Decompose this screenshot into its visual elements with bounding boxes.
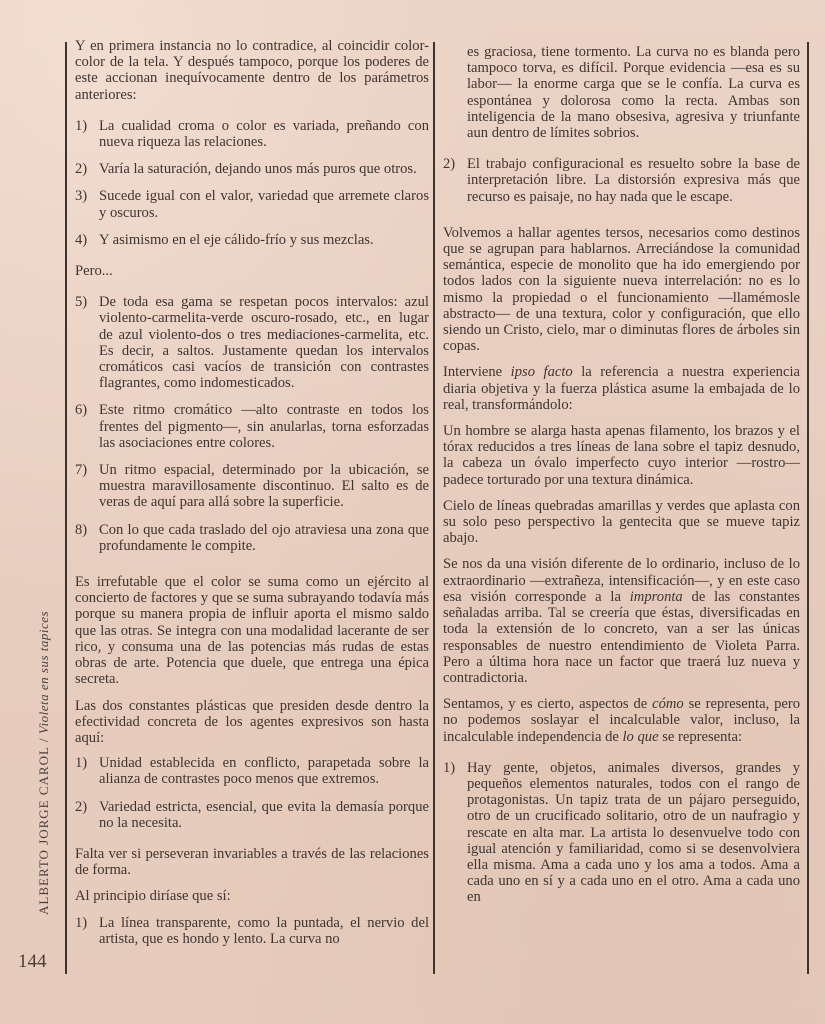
list-number: 1) (75, 117, 88, 134)
list-number: 1) (75, 914, 88, 931)
list-item (75, 161, 429, 177)
running-head-separator: / (36, 737, 51, 743)
paragraph: Un hombre se alarga hasta apenas filamento, los brazos y el tórax reducidos a tres líneas de lana sobre el tapiz desnudo, la cabeza un óvalo imperfecto cuyo interior —rostro— padece torturado por una textura dinámica. (443, 423, 800, 488)
list-number: 3) (75, 188, 88, 205)
list-text: El trabajo configuracional es resuelto sobre la base de interpretación libre. La distorsión expresiva más que recurso es paisaje, no hay nada que le escape. (467, 156, 800, 205)
list-item (75, 462, 429, 511)
paragraph (443, 696, 800, 745)
list-text: Variedad estricta, esencial, que evita la demasía porque no la necesita. (99, 798, 429, 831)
right-column (443, 44, 800, 917)
list-text: Sucede igual con el valor, variedad que arremete claros y oscuros. (99, 188, 429, 221)
page-number: 144 (18, 951, 47, 972)
left-column-rule (65, 42, 67, 974)
list-item (75, 522, 429, 554)
list-number: 1) (443, 759, 456, 776)
paragraph: Las dos constantes plásticas que presiden desde dentro la efectividad concreta de los agentes expresivos son hasta aquí: (75, 697, 429, 746)
running-head-author: ALBERTO JORGE CAROL (36, 746, 51, 915)
right-column-rule (807, 42, 809, 974)
list-text: La línea transparente, como la puntada, el nervio del artista, que es hondo y lento. La curva no (99, 914, 429, 947)
list-text: Y asimismo en el eje cálido-frío y sus mezclas. (99, 231, 374, 248)
italic-term: ipso facto (510, 364, 573, 381)
list-text: Varía la saturación, dejando unos más puros que otros. (99, 161, 417, 178)
paragraph: Cielo de líneas quebradas amarillas y verdes que aplasta con su solo peso perspectivo la gentecita que se mueve tapiz abajo. (443, 497, 800, 547)
middle-column-rule (433, 42, 435, 974)
paragraph: Falta ver si perseveran invariables a través de las relaciones de forma. (75, 845, 429, 879)
paragraph: Volvemos a hallar agentes tersos, necesarios como destinos que se agrupan para hablarnos. Arreciándose la comunidad semántica, especie de monolito que ha ido emergiendo por todos lados con la siguiente nueva interrelación: no es lo mismo la propiedad o el funcionamiento —llamémosle abstracto— de una textura, color y configuración, que ello siendo un Cristo, cielo, mar o diminutas flores de árboles sin copas. (443, 224, 800, 355)
list-item (443, 760, 800, 906)
paragraph-pero: Pero... (75, 263, 113, 280)
list-number: 4) (75, 231, 88, 248)
paragraph: Es irrefutable que el color se suma como un ejército al concierto de factores y que se suma subrayando todavía más porque su manera propia de influir aporta el mismo saldo que las otras. Se integra con una modalidad lacerante de ser rico, y consuma una de las potencias más rudas de estas obras de arte. Potencia que duele, que entrega una épica secreta. (75, 574, 429, 688)
list-number: 5) (75, 294, 88, 311)
paragraph: Y en primera instancia no lo contradice, al coincidir color-color de la tela. Y después tampoco, porque los poderes de este accionan inequívocamente dentro de los parámetros anteriores: (75, 38, 429, 103)
left-column (75, 38, 429, 958)
text-run: Sentamos, y es cierto, aspectos de (443, 696, 653, 713)
list-item (443, 156, 800, 205)
text-run: se representa: (658, 728, 743, 745)
list-text: Unidad establecida en conflicto, parapetada sobre la alianza de contrastes poco menos que extremos. (99, 755, 429, 788)
list-text: Hay gente, objetos, animales diversos, grandes y pequeños elementos naturales, todos con el rango de protagonistas. Un tapiz trata de un pájaro perseguido, otro de un crucificado solitario, otro de un naufragio y rescate en alta mar. La artista lo desenvuelve todo con igual atención y familiaridad, como si se desenvolviera ella misma. Ama a cada uno y los ama a todos. Ama a cada uno en sí y a cada uno en el otro. Ama a cada uno en (467, 759, 800, 906)
paragraph: Al principio diríase que sí: (75, 888, 231, 905)
text-run: la referencia a nuestra experiencia diaria objetiva y la fuerza plástica asume la embajada de lo real, transformándolo: (443, 364, 800, 413)
list-text: Con lo que cada traslado del ojo atraviesa una zona que profundamente le compite. (99, 521, 429, 554)
list-number: 6) (75, 402, 88, 419)
list-text: Un ritmo espacial, determinado por la ubicación, se muestra maravillosamente discontinuo. El salto es de veras de aquí para allá sobre la superficie. (99, 462, 429, 511)
list-item (75, 294, 429, 391)
list-item (75, 118, 429, 150)
text-run: de las constantes señaladas arriba. Tal se creería que éstas, diversificadas en toda la extensión de lo concreto, van a ser las únicas responsables de nuestro entendimiento de Violeta Parra. Pero a última hora nace un factor que traerá luz nueva y contradictoria. (443, 588, 800, 686)
text-run: se representa, pero no podemos soslayar el incalculable valor, incluso, la incalculable independencia de (443, 696, 801, 745)
list-number: 8) (75, 521, 88, 538)
list-item (75, 755, 429, 787)
list-text: Este ritmo cromático —alto contraste en todos los frentes del pigmento—, sin anularlas, torna esforzadas las asociaciones entre colores. (99, 402, 429, 451)
list-item (75, 402, 429, 451)
list-number: 2) (75, 798, 88, 815)
paragraph (443, 556, 800, 686)
running-head-title: Violeta en sus tapices (36, 610, 51, 734)
text-run: Interviene (443, 364, 511, 381)
list-number: 2) (75, 161, 88, 178)
italic-term: lo que (622, 728, 659, 745)
list-item (75, 799, 429, 831)
list-item-continuation: es graciosa, tiene tormento. La curva no es blanda pero tampoco torva, es difícil. Porque evidencia —esa es su labor— la enorme carga que se le confía. La curva es espontánea y dolorosa como la recta. Ambas son inteligencia de la mano obsesiva, agresiva y triunfante aun dentro de límites sobrios. (467, 44, 800, 142)
paragraph (443, 364, 800, 413)
text-run: Se nos da una visión diferente de lo ordinario, incluso de lo extraordinario —extrañeza, intensificación—, y en este caso esa visión corresponde a la (443, 556, 800, 605)
list-item (75, 188, 429, 220)
running-head (36, 611, 52, 915)
italic-term: cómo (652, 696, 684, 713)
list-number: 1) (75, 755, 88, 772)
list-item (75, 232, 429, 248)
list-text: De toda esa gama se respetan pocos intervalos: azul violento-carmelita-verde oscuro-rosado, etc., en lugar de azul violento-dos o tres mediaciones-carmelita, etc. Es decir, a saltos. Justamente quedan los intervalos cromáticos casi vacíos de transición con contrastes flagrantes, como indomesticados. (99, 294, 429, 392)
list-number: 2) (443, 156, 456, 173)
list-text: La cualidad croma o color es variada, preñando con nueva riqueza las relaciones. (99, 117, 429, 151)
list-item (75, 915, 429, 947)
list-number: 7) (75, 462, 88, 479)
italic-term: impronta (629, 588, 683, 605)
